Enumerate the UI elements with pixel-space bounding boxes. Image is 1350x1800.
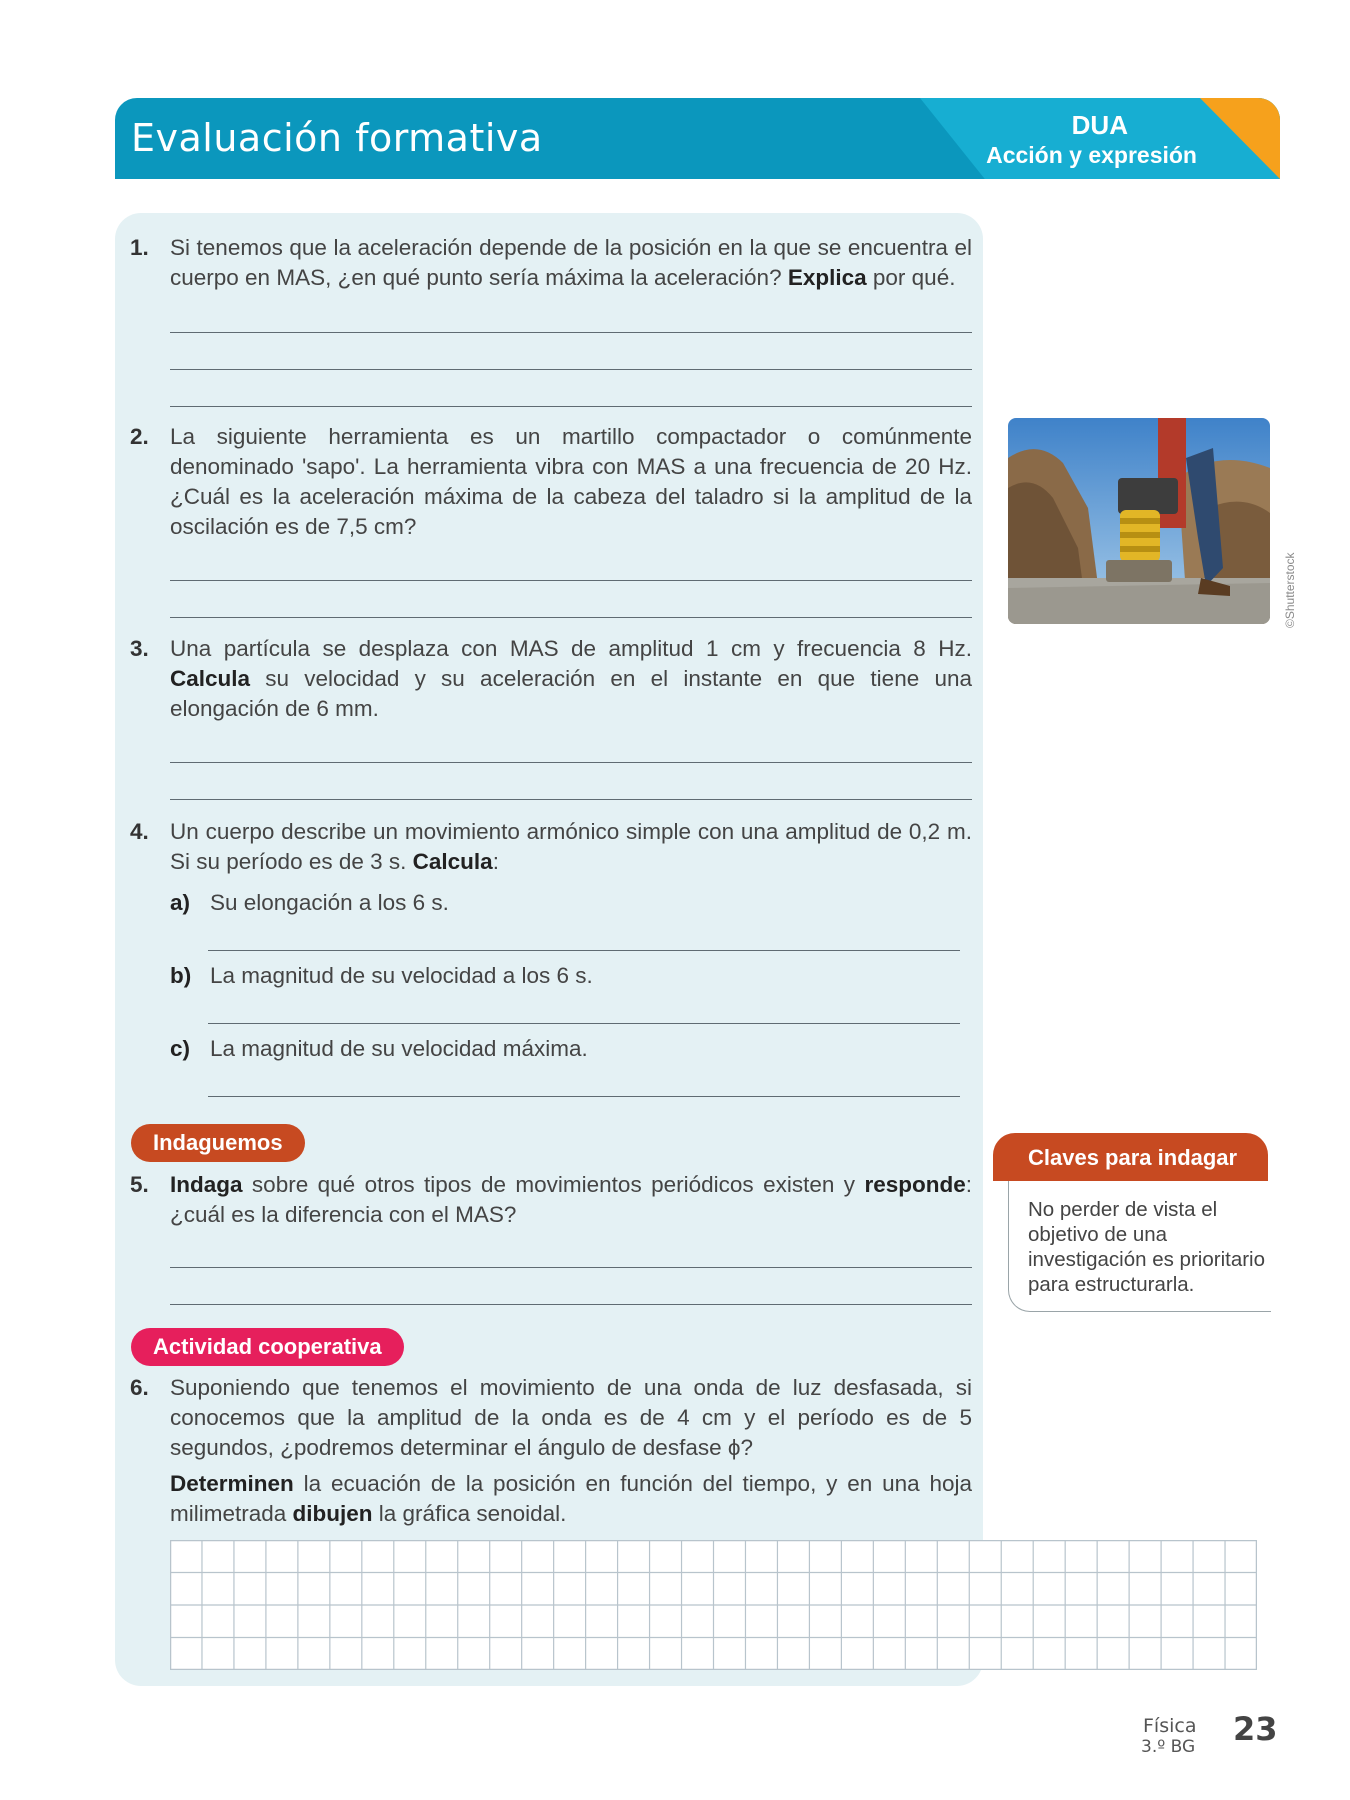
subquestion-b: [170, 963, 593, 989]
footer-grade: 3.º BG: [1141, 1737, 1196, 1757]
subquestion-letter: a): [170, 890, 191, 915]
section-header: [115, 98, 1280, 179]
question-number: 3.: [130, 636, 149, 661]
subquestion-text: Su elongación a los 6 s.: [210, 890, 449, 915]
answer-line[interactable]: [170, 332, 972, 333]
answer-line[interactable]: [170, 580, 972, 581]
question-keyword: responde: [864, 1172, 966, 1197]
subquestion-letter: b): [170, 963, 192, 988]
subquestion-letter: c): [170, 1036, 191, 1061]
question-keyword: dibujen: [292, 1501, 373, 1526]
question-keyword: Determinen: [170, 1471, 294, 1496]
question-6: [130, 1373, 972, 1529]
question-text: La siguiente herramienta es un martillo compactador o comúnmente denominado 'sapo'. La herramienta vibra con MAS a una frecuencia de 20 Hz. ¿Cuál es la aceleración máxima de la cabeza del taladro si la amplitud de la oscilación es de 7,5 cm?: [170, 424, 972, 539]
subquestion-text: La magnitud de su velocidad máxima.: [210, 1036, 588, 1061]
dua-label: DUA: [1071, 110, 1128, 140]
question-text: Suponiendo que tenemos el movimiento de una onda de luz desfasada, si conocemos que la amplitud de la onda es de 4 cm y el período es de 5 segundos, ¿podremos determinar el ángulo de desfase ϕ?: [170, 1375, 972, 1460]
question-4: [130, 817, 972, 877]
section-title: Evaluación formativa: [131, 116, 543, 160]
question-keyword: Explica: [787, 265, 867, 290]
question-text: su velocidad y su aceleración en el instante en que tiene una elongación de 6 mm.: [170, 666, 972, 721]
subquestion-c: [170, 1036, 588, 1062]
answer-line[interactable]: [170, 762, 972, 763]
claves-text: No perder de vista el objetivo de una investigación es prioritario para estructurarla.: [1028, 1198, 1266, 1296]
compactor-photo: [1008, 418, 1270, 624]
answer-line[interactable]: [170, 617, 972, 618]
answer-line[interactable]: [170, 406, 972, 407]
question-2: [130, 422, 972, 542]
claves-header: [993, 1133, 1268, 1181]
question-text: Si tenemos que la aceleración depende de la posición en la que se encuentra el cuerpo en MAS, ¿en qué punto sería máxima la aceleración?: [170, 235, 972, 290]
subquestion-text: La magnitud de su velocidad a los 6 s.: [210, 963, 593, 988]
question-number: 1.: [130, 235, 149, 260]
footer-subject: Física: [1143, 1715, 1197, 1737]
question-number: 2.: [130, 424, 149, 449]
question-text: por qué.: [866, 265, 956, 290]
page-number: 23: [1233, 1710, 1278, 1748]
subquestion-a: [170, 890, 449, 916]
answer-line[interactable]: [170, 369, 972, 370]
question-1: [130, 233, 972, 293]
question-text: Un cuerpo describe un movimiento armónico simple con una amplitud de 0,2 m. Si su período es de 3 s.: [170, 819, 972, 874]
dua-sublabel: Acción y expresión: [986, 142, 1197, 168]
question-number: 6.: [130, 1375, 149, 1400]
graph-grid[interactable]: [170, 1540, 1257, 1670]
question-text: la gráfica senoidal.: [372, 1501, 567, 1526]
answer-line[interactable]: [170, 1267, 972, 1268]
question-text: Una partícula se desplaza con MAS de amplitud 1 cm y frecuencia 8 Hz.: [170, 636, 972, 661]
question-3: [130, 634, 972, 724]
claves-title: Claves para indagar: [1028, 1145, 1238, 1170]
answer-line[interactable]: [208, 1096, 960, 1097]
question-keyword: Calcula: [412, 849, 493, 874]
question-text: la ecuación de la posición en función del tiempo, y en una hoja milimetrada: [170, 1471, 972, 1526]
answer-line[interactable]: [170, 1304, 972, 1305]
question-5: [130, 1170, 972, 1230]
photo-credit: ©Shutterstock: [1283, 552, 1297, 628]
answer-line[interactable]: [208, 950, 960, 951]
question-text: sobre qué otros tipos de movimientos periódicos existen y: [242, 1172, 865, 1197]
question-number: 5.: [130, 1172, 149, 1197]
indaguemos-badge: Indaguemos: [131, 1124, 305, 1162]
question-text: :: [492, 849, 499, 874]
question-keyword: Indaga: [170, 1172, 243, 1197]
answer-line[interactable]: [208, 1023, 960, 1024]
answer-line[interactable]: [170, 799, 972, 800]
cooperativa-badge: Actividad cooperativa: [131, 1328, 404, 1366]
question-text: : ¿cuál es la diferencia con el MAS?: [170, 1172, 972, 1227]
question-keyword: Calcula: [170, 666, 251, 691]
question-number: 4.: [130, 819, 149, 844]
